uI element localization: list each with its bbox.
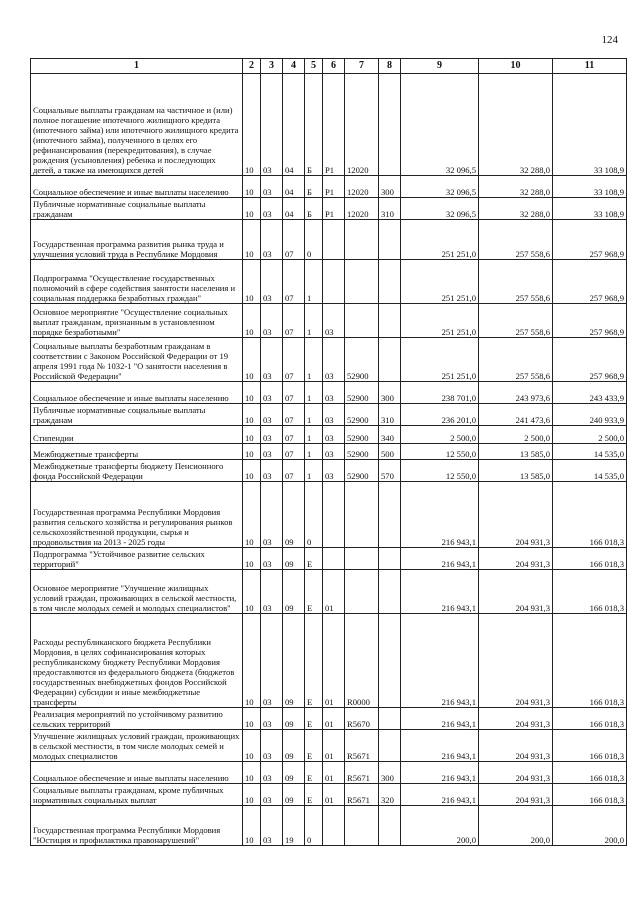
table-row bbox=[31, 176, 627, 198]
program-cell: 07 bbox=[283, 382, 305, 404]
direction-cell: 12020 bbox=[345, 198, 379, 220]
amount-year-3-cell: 33 108,9 bbox=[553, 74, 627, 176]
amount-year-3-cell: 14 535,0 bbox=[553, 460, 627, 482]
program-cell: 09 bbox=[283, 784, 305, 806]
event-cell bbox=[323, 220, 345, 260]
amount-year-3-cell: 257 968,9 bbox=[553, 338, 627, 382]
amount-year-1-cell: 238 701,0 bbox=[401, 382, 479, 404]
program-cell: 04 bbox=[283, 198, 305, 220]
row-name-cell: Государственная программа развития рынка труда и улучшения условий труда в Республике Мордовия bbox=[31, 220, 243, 260]
subsection-cell: 03 bbox=[261, 548, 283, 570]
subprogram-cell: Е bbox=[305, 762, 323, 784]
amount-year-2-cell: 32 288,0 bbox=[479, 176, 553, 198]
amount-year-1-cell: 251 251,0 bbox=[401, 304, 479, 338]
subsection-cell: 03 bbox=[261, 762, 283, 784]
direction-cell: 52900 bbox=[345, 382, 379, 404]
program-cell: 09 bbox=[283, 548, 305, 570]
row-name-cell: Государственная программа Республики Мордовия "Юстиция и профилактика правонарушений" bbox=[31, 806, 243, 846]
row-name-cell: Социальные выплаты безработным гражданам в соответствии с Законом Российской Федерации от 19 апреля 1991 года № 1032-1 "О занятости населения в Российской Федерации" bbox=[31, 338, 243, 382]
column-header: 7 bbox=[345, 59, 379, 74]
amount-year-1-cell: 216 943,1 bbox=[401, 784, 479, 806]
subsection-cell: 03 bbox=[261, 570, 283, 614]
section-cell: 10 bbox=[243, 806, 261, 846]
program-cell: 09 bbox=[283, 730, 305, 762]
table-row bbox=[31, 338, 627, 382]
row-name-cell: Социальное обеспечение и иные выплаты населению bbox=[31, 382, 243, 404]
amount-year-1-cell: 200,0 bbox=[401, 806, 479, 846]
table-row bbox=[31, 570, 627, 614]
direction-cell bbox=[345, 304, 379, 338]
subsection-cell: 03 bbox=[261, 784, 283, 806]
subprogram-cell: 0 bbox=[305, 482, 323, 548]
row-name-cell: Социальное обеспечение и иные выплаты населению bbox=[31, 762, 243, 784]
expense-type-cell bbox=[379, 548, 401, 570]
table-row bbox=[31, 426, 627, 444]
amount-year-1-cell: 216 943,1 bbox=[401, 614, 479, 708]
amount-year-2-cell: 200,0 bbox=[479, 806, 553, 846]
table-row bbox=[31, 260, 627, 304]
amount-year-2-cell: 204 931,3 bbox=[479, 762, 553, 784]
amount-year-2-cell: 2 500,0 bbox=[479, 426, 553, 444]
event-cell: 03 bbox=[323, 382, 345, 404]
expense-type-cell bbox=[379, 806, 401, 846]
event-cell: 01 bbox=[323, 614, 345, 708]
amount-year-1-cell: 32 096,5 bbox=[401, 74, 479, 176]
table-row bbox=[31, 614, 627, 708]
column-header: 8 bbox=[379, 59, 401, 74]
direction-cell: R5671 bbox=[345, 784, 379, 806]
subsection-cell: 03 bbox=[261, 614, 283, 708]
subsection-cell: 03 bbox=[261, 426, 283, 444]
amount-year-3-cell: 166 018,3 bbox=[553, 482, 627, 548]
row-name-cell: Межбюджетные трансферты bbox=[31, 444, 243, 460]
row-name-cell: Социальные выплаты гражданам на частичное и (или) полное погашение ипотечного жилищного кредита (ипотечного займа) или ипотечного жилищного кредита (ипотечного займа), полученного в целях его рефинансирования (перекредитования), в случае рождения (усыновления) ребенка и последующих детей, а также на имеющихся детей bbox=[31, 74, 243, 176]
subsection-cell: 03 bbox=[261, 382, 283, 404]
event-cell: 01 bbox=[323, 708, 345, 730]
event-cell: 03 bbox=[323, 444, 345, 460]
direction-cell: 52900 bbox=[345, 444, 379, 460]
program-cell: 07 bbox=[283, 404, 305, 426]
amount-year-2-cell: 257 558,6 bbox=[479, 260, 553, 304]
expense-type-cell: 570 bbox=[379, 460, 401, 482]
program-cell: 07 bbox=[283, 304, 305, 338]
direction-cell bbox=[345, 806, 379, 846]
amount-year-1-cell: 216 943,1 bbox=[401, 762, 479, 784]
subprogram-cell: 1 bbox=[305, 426, 323, 444]
expense-type-cell bbox=[379, 220, 401, 260]
amount-year-3-cell: 166 018,3 bbox=[553, 784, 627, 806]
program-cell: 07 bbox=[283, 426, 305, 444]
direction-cell bbox=[345, 570, 379, 614]
subsection-cell: 03 bbox=[261, 176, 283, 198]
amount-year-2-cell: 204 931,3 bbox=[479, 784, 553, 806]
amount-year-3-cell: 166 018,3 bbox=[553, 614, 627, 708]
section-cell: 10 bbox=[243, 220, 261, 260]
amount-year-1-cell: 12 550,0 bbox=[401, 444, 479, 460]
direction-cell: 52900 bbox=[345, 426, 379, 444]
event-cell: 03 bbox=[323, 460, 345, 482]
amount-year-1-cell: 2 500,0 bbox=[401, 426, 479, 444]
event-cell: 03 bbox=[323, 304, 345, 338]
expense-type-cell bbox=[379, 304, 401, 338]
column-header: 3 bbox=[261, 59, 283, 74]
table-row bbox=[31, 404, 627, 426]
subprogram-cell: Б bbox=[305, 198, 323, 220]
amount-year-1-cell: 251 251,0 bbox=[401, 338, 479, 382]
table-row bbox=[31, 382, 627, 404]
header-row bbox=[31, 59, 627, 74]
program-cell: 09 bbox=[283, 762, 305, 784]
expense-type-cell bbox=[379, 730, 401, 762]
subprogram-cell: Е bbox=[305, 708, 323, 730]
expense-type-cell bbox=[379, 570, 401, 614]
program-cell: 09 bbox=[283, 708, 305, 730]
program-cell: 07 bbox=[283, 260, 305, 304]
table-row bbox=[31, 784, 627, 806]
expense-type-cell: 310 bbox=[379, 198, 401, 220]
row-name-cell: Подпрограмма "Устойчивое развитие сельских территорий" bbox=[31, 548, 243, 570]
row-name-cell: Основное мероприятие "Осуществление социальных выплат гражданам, признанным в установленном порядке безработными" bbox=[31, 304, 243, 338]
amount-year-2-cell: 204 931,3 bbox=[479, 730, 553, 762]
section-cell: 10 bbox=[243, 614, 261, 708]
direction-cell: R5671 bbox=[345, 762, 379, 784]
program-cell: 04 bbox=[283, 74, 305, 176]
section-cell: 10 bbox=[243, 708, 261, 730]
amount-year-3-cell: 200,0 bbox=[553, 806, 627, 846]
program-cell: 19 bbox=[283, 806, 305, 846]
subsection-cell: 03 bbox=[261, 730, 283, 762]
table-row bbox=[31, 304, 627, 338]
event-cell: Р1 bbox=[323, 74, 345, 176]
amount-year-3-cell: 166 018,3 bbox=[553, 762, 627, 784]
expense-type-cell: 500 bbox=[379, 444, 401, 460]
direction-cell bbox=[345, 482, 379, 548]
subprogram-cell: 1 bbox=[305, 338, 323, 382]
amount-year-2-cell: 204 931,3 bbox=[479, 708, 553, 730]
amount-year-1-cell: 236 201,0 bbox=[401, 404, 479, 426]
amount-year-1-cell: 216 943,1 bbox=[401, 548, 479, 570]
amount-year-3-cell: 14 535,0 bbox=[553, 444, 627, 460]
amount-year-3-cell: 257 968,9 bbox=[553, 260, 627, 304]
row-name-cell: Подпрограмма "Осуществление государственных полномочий в сфере содействия занятости населения и социальная поддержка безработных граждан" bbox=[31, 260, 243, 304]
table-row bbox=[31, 806, 627, 846]
program-cell: 07 bbox=[283, 444, 305, 460]
subprogram-cell: 1 bbox=[305, 444, 323, 460]
section-cell: 10 bbox=[243, 482, 261, 548]
section-cell: 10 bbox=[243, 570, 261, 614]
event-cell bbox=[323, 260, 345, 304]
amount-year-3-cell: 166 018,3 bbox=[553, 708, 627, 730]
table-row bbox=[31, 444, 627, 460]
amount-year-2-cell: 241 473,6 bbox=[479, 404, 553, 426]
subsection-cell: 03 bbox=[261, 460, 283, 482]
expense-type-cell: 300 bbox=[379, 762, 401, 784]
event-cell: Р1 bbox=[323, 198, 345, 220]
column-header: 9 bbox=[401, 59, 479, 74]
expense-type-cell: 340 bbox=[379, 426, 401, 444]
section-cell: 10 bbox=[243, 338, 261, 382]
amount-year-1-cell: 216 943,1 bbox=[401, 482, 479, 548]
direction-cell: R0000 bbox=[345, 614, 379, 708]
section-cell: 10 bbox=[243, 74, 261, 176]
row-name-cell: Публичные нормативные социальные выплаты гражданам bbox=[31, 404, 243, 426]
subprogram-cell: 0 bbox=[305, 806, 323, 846]
expense-type-cell bbox=[379, 708, 401, 730]
subprogram-cell: 1 bbox=[305, 404, 323, 426]
subsection-cell: 03 bbox=[261, 74, 283, 176]
subprogram-cell: Е bbox=[305, 548, 323, 570]
event-cell: 03 bbox=[323, 404, 345, 426]
row-name-cell: Стипендии bbox=[31, 426, 243, 444]
amount-year-2-cell: 13 585,0 bbox=[479, 444, 553, 460]
event-cell: 03 bbox=[323, 338, 345, 382]
table-row bbox=[31, 198, 627, 220]
expense-type-cell bbox=[379, 338, 401, 382]
event-cell: 03 bbox=[323, 426, 345, 444]
amount-year-2-cell: 32 288,0 bbox=[479, 74, 553, 176]
event-cell: 01 bbox=[323, 784, 345, 806]
amount-year-3-cell: 33 108,9 bbox=[553, 176, 627, 198]
subprogram-cell: Е bbox=[305, 784, 323, 806]
subprogram-cell: 1 bbox=[305, 260, 323, 304]
event-cell: 01 bbox=[323, 762, 345, 784]
program-cell: 07 bbox=[283, 460, 305, 482]
direction-cell: 52900 bbox=[345, 338, 379, 382]
column-header: 6 bbox=[323, 59, 345, 74]
section-cell: 10 bbox=[243, 548, 261, 570]
subsection-cell: 03 bbox=[261, 198, 283, 220]
section-cell: 10 bbox=[243, 382, 261, 404]
amount-year-2-cell: 257 558,6 bbox=[479, 304, 553, 338]
amount-year-3-cell: 33 108,9 bbox=[553, 198, 627, 220]
subprogram-cell: Е bbox=[305, 730, 323, 762]
amount-year-3-cell: 257 968,9 bbox=[553, 304, 627, 338]
event-cell: Р1 bbox=[323, 176, 345, 198]
amount-year-3-cell: 166 018,3 bbox=[553, 570, 627, 614]
table-row bbox=[31, 762, 627, 784]
amount-year-3-cell: 166 018,3 bbox=[553, 730, 627, 762]
direction-cell: 52900 bbox=[345, 460, 379, 482]
amount-year-1-cell: 251 251,0 bbox=[401, 260, 479, 304]
direction-cell: R5670 bbox=[345, 708, 379, 730]
section-cell: 10 bbox=[243, 304, 261, 338]
event-cell: 01 bbox=[323, 570, 345, 614]
amount-year-3-cell: 166 018,3 bbox=[553, 548, 627, 570]
section-cell: 10 bbox=[243, 426, 261, 444]
direction-cell: R5671 bbox=[345, 730, 379, 762]
table-row bbox=[31, 548, 627, 570]
row-name-cell: Расходы республиканского бюджета Республики Мордовия, в целях софинансирования которых республиканскому бюджету Республики Мордовия предоставляются из федерального бюджета (бюджетов государственных внебюджетных фондов Российской Федерации) субсидии и иные межбюджетные трансферты bbox=[31, 614, 243, 708]
direction-cell: 12020 bbox=[345, 176, 379, 198]
program-cell: 07 bbox=[283, 220, 305, 260]
direction-cell: 12020 bbox=[345, 74, 379, 176]
amount-year-2-cell: 204 931,3 bbox=[479, 482, 553, 548]
subsection-cell: 03 bbox=[261, 304, 283, 338]
section-cell: 10 bbox=[243, 460, 261, 482]
budget-table bbox=[30, 58, 627, 846]
section-cell: 10 bbox=[243, 260, 261, 304]
amount-year-1-cell: 32 096,5 bbox=[401, 198, 479, 220]
subsection-cell: 03 bbox=[261, 338, 283, 382]
subprogram-cell: Б bbox=[305, 176, 323, 198]
amount-year-2-cell: 257 558,6 bbox=[479, 220, 553, 260]
expense-type-cell bbox=[379, 482, 401, 548]
expense-type-cell bbox=[379, 260, 401, 304]
amount-year-1-cell: 12 550,0 bbox=[401, 460, 479, 482]
expense-type-cell: 320 bbox=[379, 784, 401, 806]
amount-year-1-cell: 216 943,1 bbox=[401, 730, 479, 762]
subsection-cell: 03 bbox=[261, 806, 283, 846]
table-row bbox=[31, 74, 627, 176]
subprogram-cell: 1 bbox=[305, 460, 323, 482]
row-name-cell: Публичные нормативные социальные выплаты гражданам bbox=[31, 198, 243, 220]
expense-type-cell bbox=[379, 74, 401, 176]
amount-year-1-cell: 216 943,1 bbox=[401, 570, 479, 614]
section-cell: 10 bbox=[243, 784, 261, 806]
column-header: 1 bbox=[31, 59, 243, 74]
row-name-cell: Государственная программа Республики Мордовия развития сельского хозяйства и регулирования рынков сельскохозяйственной продукции, сырья и продовольствия на 2013 - 2025 годы bbox=[31, 482, 243, 548]
subprogram-cell: Б bbox=[305, 74, 323, 176]
subprogram-cell: Е bbox=[305, 570, 323, 614]
row-name-cell: Социальные выплаты гражданам, кроме публичных нормативных социальных выплат bbox=[31, 784, 243, 806]
section-cell: 10 bbox=[243, 444, 261, 460]
direction-cell bbox=[345, 548, 379, 570]
subprogram-cell: Е bbox=[305, 614, 323, 708]
section-cell: 10 bbox=[243, 176, 261, 198]
amount-year-1-cell: 216 943,1 bbox=[401, 708, 479, 730]
expense-type-cell: 300 bbox=[379, 176, 401, 198]
amount-year-2-cell: 13 585,0 bbox=[479, 460, 553, 482]
table-row bbox=[31, 482, 627, 548]
page-number: 124 bbox=[601, 34, 618, 46]
column-header: 10 bbox=[479, 59, 553, 74]
amount-year-1-cell: 251 251,0 bbox=[401, 220, 479, 260]
row-name-cell: Реализация мероприятий по устойчивому развитию сельских территорий bbox=[31, 708, 243, 730]
subsection-cell: 03 bbox=[261, 260, 283, 304]
direction-cell bbox=[345, 220, 379, 260]
expense-type-cell: 300 bbox=[379, 382, 401, 404]
amount-year-3-cell: 240 933,9 bbox=[553, 404, 627, 426]
section-cell: 10 bbox=[243, 404, 261, 426]
column-header: 4 bbox=[283, 59, 305, 74]
section-cell: 10 bbox=[243, 730, 261, 762]
row-name-cell: Межбюджетные трансферты бюджету Пенсионного фонда Российской Федерации bbox=[31, 460, 243, 482]
row-name-cell: Основное мероприятие "Улучшение жилищных условий граждан, проживающих в сельской местности, в том числе молодых семей и молодых специалистов" bbox=[31, 570, 243, 614]
row-name-cell: Улучшение жилищных условий граждан, проживающих в сельской местности, в том числе молодых семей и молодых специалистов bbox=[31, 730, 243, 762]
amount-year-3-cell: 257 968,9 bbox=[553, 220, 627, 260]
subprogram-cell: 0 bbox=[305, 220, 323, 260]
amount-year-3-cell: 2 500,0 bbox=[553, 426, 627, 444]
program-cell: 04 bbox=[283, 176, 305, 198]
amount-year-2-cell: 204 931,3 bbox=[479, 548, 553, 570]
program-cell: 09 bbox=[283, 570, 305, 614]
column-header: 2 bbox=[243, 59, 261, 74]
direction-cell: 52900 bbox=[345, 404, 379, 426]
amount-year-1-cell: 32 096,5 bbox=[401, 176, 479, 198]
subsection-cell: 03 bbox=[261, 444, 283, 460]
subsection-cell: 03 bbox=[261, 404, 283, 426]
amount-year-2-cell: 32 288,0 bbox=[479, 198, 553, 220]
event-cell: 01 bbox=[323, 730, 345, 762]
table-row bbox=[31, 708, 627, 730]
program-cell: 09 bbox=[283, 614, 305, 708]
subprogram-cell: 1 bbox=[305, 382, 323, 404]
subsection-cell: 03 bbox=[261, 220, 283, 260]
amount-year-2-cell: 243 973,6 bbox=[479, 382, 553, 404]
row-name-cell: Социальное обеспечение и иные выплаты населению bbox=[31, 176, 243, 198]
direction-cell bbox=[345, 260, 379, 304]
expense-type-cell bbox=[379, 614, 401, 708]
amount-year-2-cell: 204 931,3 bbox=[479, 614, 553, 708]
amount-year-2-cell: 204 931,3 bbox=[479, 570, 553, 614]
column-header: 5 bbox=[305, 59, 323, 74]
table-row bbox=[31, 220, 627, 260]
column-header: 11 bbox=[553, 59, 627, 74]
event-cell bbox=[323, 482, 345, 548]
subsection-cell: 03 bbox=[261, 482, 283, 548]
table-row bbox=[31, 730, 627, 762]
table-row bbox=[31, 460, 627, 482]
amount-year-3-cell: 243 433,9 bbox=[553, 382, 627, 404]
subsection-cell: 03 bbox=[261, 708, 283, 730]
event-cell bbox=[323, 548, 345, 570]
section-cell: 10 bbox=[243, 198, 261, 220]
subprogram-cell: 1 bbox=[305, 304, 323, 338]
event-cell bbox=[323, 806, 345, 846]
program-cell: 09 bbox=[283, 482, 305, 548]
amount-year-2-cell: 257 558,6 bbox=[479, 338, 553, 382]
section-cell: 10 bbox=[243, 762, 261, 784]
program-cell: 07 bbox=[283, 338, 305, 382]
expense-type-cell: 310 bbox=[379, 404, 401, 426]
